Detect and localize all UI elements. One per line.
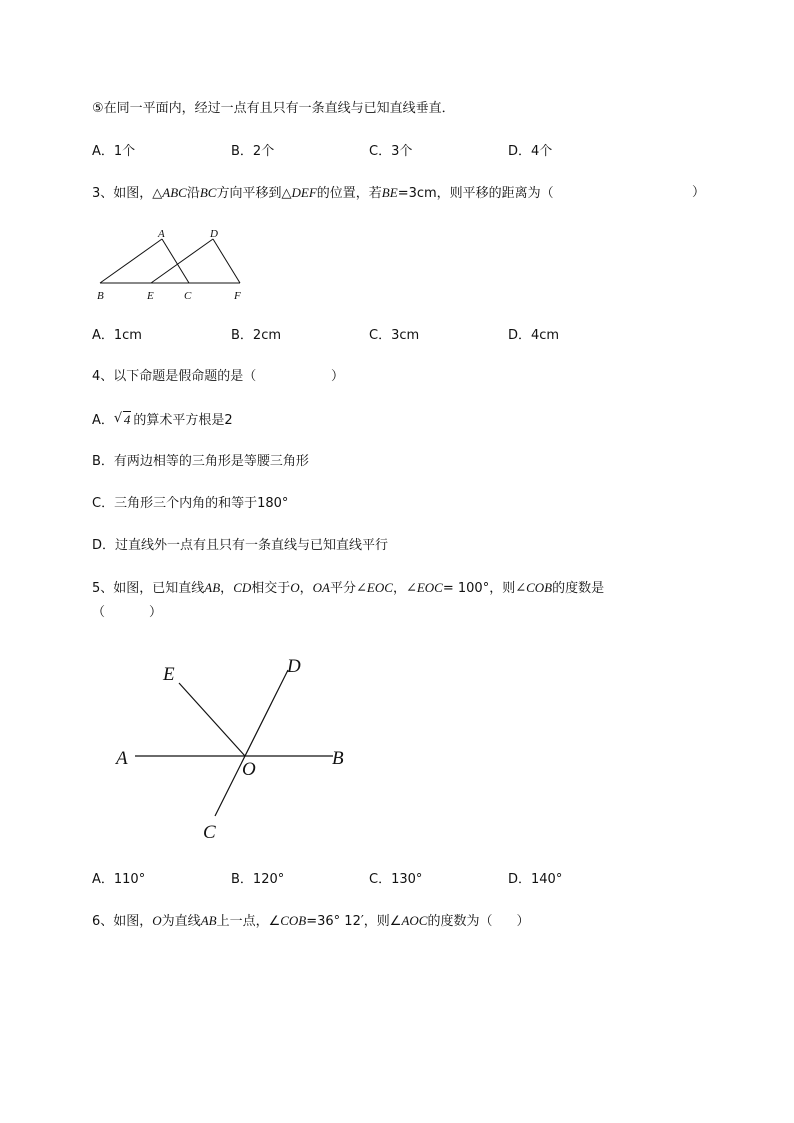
q5-option-b: B．120° — [231, 872, 285, 887]
label-f: F — [234, 290, 241, 302]
ray-oe — [179, 683, 245, 756]
q4-option-c: C．三角形三个内角的和等于180° — [92, 496, 289, 511]
q3-option-d: D．4cm — [508, 328, 560, 343]
label-o: O — [242, 759, 256, 780]
q6-stem: 6、如图，O为直线AB上一点，∠COB=36° 12′，则∠AOC的度数为（ ） — [92, 913, 530, 929]
q4-option-d: D．过直线外一点有且只有一条直线与已知直线平行 — [92, 538, 389, 553]
q4-option-a: A． √ 4 的算术平方根是2 — [92, 411, 233, 428]
label-e: E — [147, 290, 154, 302]
label-b: B — [97, 290, 104, 302]
segment-df — [213, 239, 240, 283]
q3-option-b: B．2cm — [231, 328, 282, 343]
q3-option-a: A．1cm — [92, 328, 142, 343]
line-cd — [215, 670, 288, 816]
q2-option-c: C．3个 — [369, 144, 413, 159]
q2-option-d: D．4个 — [508, 144, 553, 159]
q5-option-d: D．140° — [508, 872, 563, 887]
q5-answer-paren: （ ） — [92, 605, 163, 620]
label-c: C — [184, 290, 192, 302]
q5-stem: 5、如图，已知直线AB，CD相交于O，OA平分∠EOC，∠EOC= 100°，则∠COB的度数是 — [92, 580, 605, 596]
q4-option-b: B．有两边相等的三角形是等腰三角形 — [92, 454, 309, 469]
label-a: A — [116, 748, 128, 769]
label-b: B — [332, 748, 344, 769]
statement-5: ⑤在同一平面内，经过一点有且只有一条直线与已知直线垂直． — [92, 101, 455, 116]
label-e: E — [163, 664, 175, 685]
q5-option-c: C．130° — [369, 872, 423, 887]
q2-option-a: A．1个 — [92, 144, 136, 159]
q3-answer-paren-close: ） — [692, 185, 706, 200]
label-d: D — [210, 228, 218, 240]
segment-ba — [100, 239, 162, 283]
label-d: D — [287, 656, 301, 677]
segment-ed — [151, 239, 213, 283]
q2-option-b: B．2个 — [231, 144, 275, 159]
q4-stem-left: 4、以下命题是假命题的是（ — [92, 369, 257, 384]
q5-intersecting-lines-figure — [108, 648, 358, 848]
q4-stem-right: ） — [331, 369, 345, 384]
q3-stem: 3、如图，△ABC沿BC方向平移到△DEF的位置，若BE=3cm，则平移的距离为（ — [92, 185, 554, 201]
segment-ac — [162, 239, 189, 283]
q3-option-c: C．3cm — [369, 328, 420, 343]
q5-option-a: A．110° — [92, 872, 146, 887]
sqrt-symbol: √ 4 — [113, 411, 131, 427]
label-c: C — [203, 822, 216, 843]
label-a: A — [158, 228, 165, 240]
q3-translation-figure — [92, 222, 252, 304]
